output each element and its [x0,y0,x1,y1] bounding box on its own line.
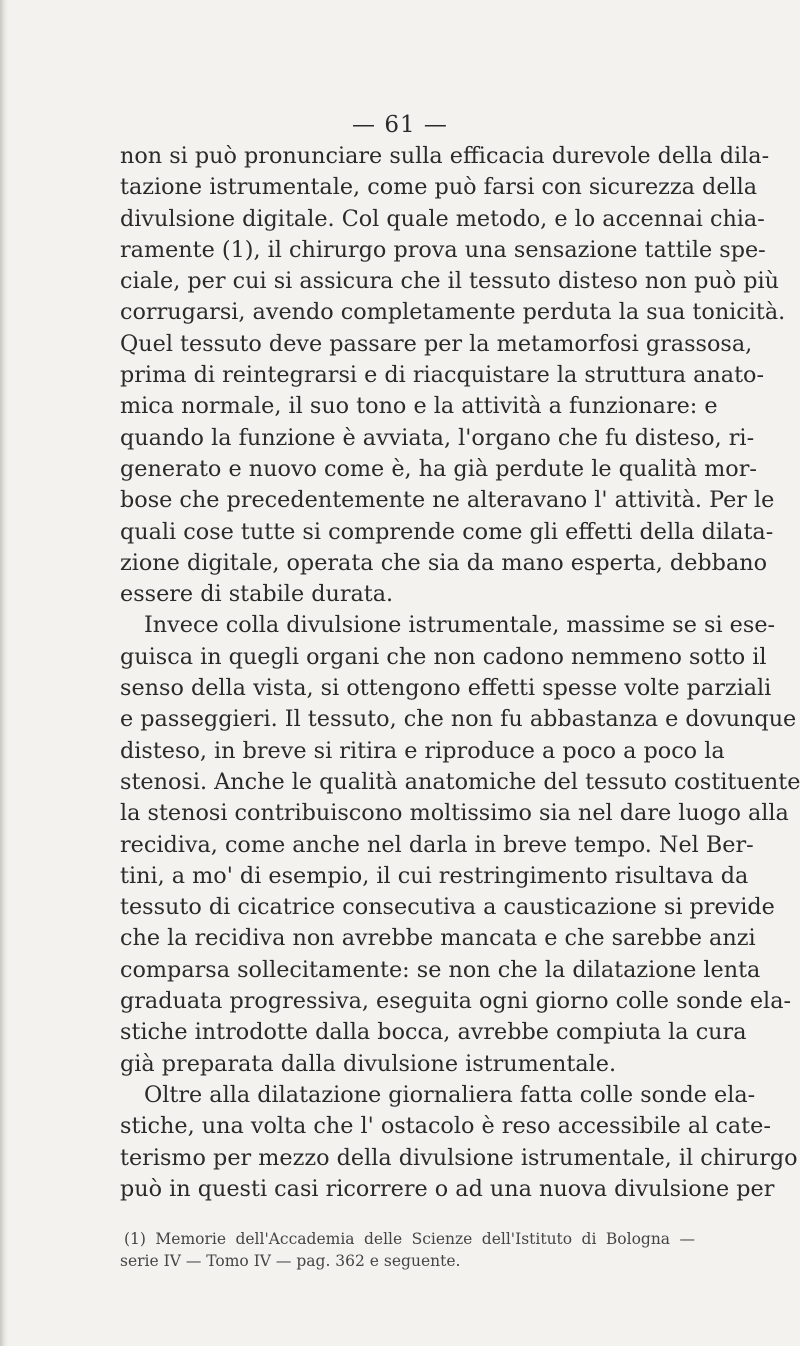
text-line: zione digitale, operata che sia da mano esperta, debbano [120,549,768,576]
text-line: Quel tessuto deve passare per la metamorfosi grassosa, [120,330,753,357]
footnote-line: (1) Memorie dell'Accademia delle Scienze dell'Istituto di Bologna — [124,1230,695,1248]
text-line: stenosi. Anche le qualità anatomiche del tessuto costituente [120,768,800,795]
text-line: tazione istrumentale, come può farsi con sicurezza della [120,174,758,201]
page-number: — 61 — [352,112,448,138]
text-line: comparsa sollecitamente: se non che la dilatazione lenta [120,956,761,983]
text-line: corrugarsi, avendo completamente perduta la sua tonicità. [120,299,786,326]
footnote-line: serie IV — Tomo IV — pag. 362 e seguente. [120,1252,461,1270]
text-line: non si può pronunciare sulla efficacia durevole della dila- [120,143,770,169]
text-line: mica normale, il suo tono e la attività a funzionare: e [120,393,718,420]
text-line: la stenosi contribuiscono moltissimo sia nel dare luogo alla [120,800,789,827]
text-line: prima di reintegrarsi e di riacquistare la struttura anato- [120,362,764,389]
body-text [120,141,800,1205]
text-line: graduata progressiva, eseguita ogni giorno colle sonde ela- [120,988,792,1015]
text-line: disteso, in breve si ritira e riproduce a poco a poco la [120,737,725,764]
page-binding-edge [0,0,8,1346]
text-line: terismo per mezzo della divulsione istrumentale, il chirurgo [120,1144,798,1171]
text-line: e passeggieri. Il tessuto, che non fu abbastanza e dovunque [120,706,797,733]
text-line: Invece colla divulsione istrumentale, massime se si ese- [144,612,776,639]
text-line: Oltre alla dilatazione giornaliera fatta colle sonde ela- [144,1081,756,1108]
footnote [120,1228,695,1272]
text-line: bose che precedentemente ne alteravano l' attività. Per le [120,487,775,514]
text-line: quali cose tutte si comprende come gli effetti della dilata- [120,518,774,545]
text-line: stiche introdotte dalla bocca, avrebbe compiuta la cura [120,1019,747,1046]
text-line: stiche, una volta che l' ostacolo è reso accessibile al cate- [120,1113,771,1140]
text-line: quando la funzione è avviata, l'organo che fu disteso, ri- [120,424,755,451]
text-line: senso della vista, si ottengono effetti spesse volte parziali [120,675,772,702]
text-line: ramente (1), il chirurgo prova una sensazione tattile spe- [120,236,766,263]
text-line: recidiva, come anche nel darla in breve tempo. Nel Ber- [120,831,754,858]
text-line: tini, a mo' di esempio, il cui restringimento risultava da [120,862,749,889]
text-line: che la recidiva non avrebbe mancata e che sarebbe anzi [120,925,756,952]
text-line: divulsione digitale. Col quale metodo, e lo accennai chia- [120,205,765,232]
text-line: essere di stabile durata. [120,581,394,608]
text-line: già preparata dalla divulsione istrumentale. [120,1050,617,1077]
text-line: tessuto di cicatrice consecutiva a causticazione si previde [120,894,775,921]
text-line: può in questi casi ricorrere o ad una nuova divulsione per [120,1175,775,1202]
text-line: ciale, per cui si assicura che il tessuto disteso non può più [120,268,779,295]
text-line: generato e nuovo come è, ha già perdute le qualità mor- [120,455,757,482]
text-line: guisca in quegli organi che non cadono nemmeno sotto il [120,643,767,670]
